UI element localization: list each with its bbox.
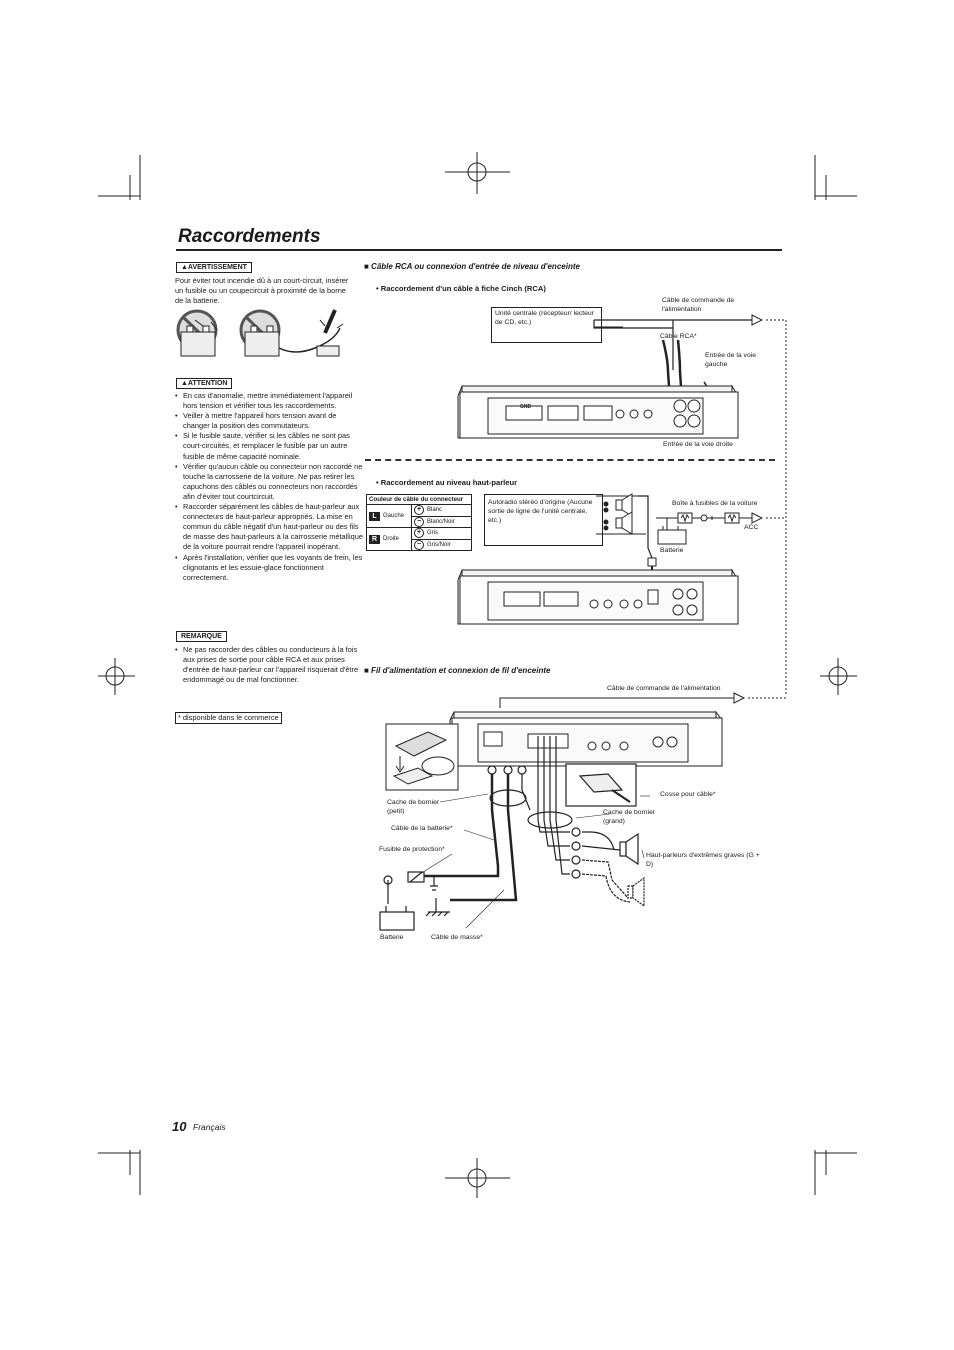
wire-color: Gris [427, 530, 438, 537]
list-item: • Après l'installation, vérifier que les voyants de frein, les clignotants et les essuie-glace fonctionnent correctement. [183, 553, 365, 583]
section-divider [365, 459, 775, 461]
note-badge: REMARQUE [176, 631, 227, 642]
list-item: • Veiller à mettre l'appareil hors tension avant de changer la position des commutateurs. [183, 411, 365, 431]
plus-icon: + [414, 505, 424, 515]
speaker-level-subheading: • Raccordement au niveau haut-parleur [376, 478, 518, 487]
page-language: Français [193, 1122, 226, 1132]
left-chip: L [369, 512, 380, 521]
battery-label-2: Batterie [380, 934, 404, 941]
battery-cable-label: Câble de la batterie* [391, 825, 453, 832]
fuse-box-label: Boîte à fusibles de la voiture [672, 500, 758, 507]
warning-text: Pour éviter tout incendie dû à un court-circuit, insérer un fusible ou un coupecircuit à proximité de la borne de la batterie. [175, 276, 349, 306]
left-input-label: Entrée de la voie gauche [705, 352, 757, 368]
battery-illustration [175, 308, 355, 370]
rca-subheading: • Raccordement d'un câble à fiche Cinch (RCA) [376, 284, 546, 293]
page-number: 10 [172, 1119, 187, 1134]
amplifier-rca-diagram [448, 300, 848, 390]
amp-gnd-label: GND [520, 404, 532, 410]
list-item: • En cas d'anomalie, mettre immédiatement l'appareil hors tension et vérifier tous les raccordements. [183, 391, 365, 411]
cable-lug-label: Cosse pour câble* [660, 791, 716, 798]
rca-cable-label: Câble RCA* [660, 333, 697, 340]
list-item: • Raccorder séparément les câbles de haut-parleur aux connecteurs de haut-parleur appropriés. La mise en commun du câble négatif d'un haut-parleur ou des fils de masse des haut-parleurs à la carrosserie métallique de la voiture pourrait rendre l'appareil inopérant. [183, 502, 365, 552]
amplifier-speaker-level-diagram [448, 488, 848, 628]
caution-badge: ▲ATTENTION [176, 378, 232, 389]
section1-heading: ■ Câble RCA ou connexion d'entrée de niveau d'enceinte [364, 262, 580, 271]
factory-stereo-box: Autoradio stéréo d'origine (Aucune sortie de ligne de l'unité centrale, etc.) [484, 494, 603, 546]
list-item: • Vérifier qu'aucun câble ou connecteur non raccordé ne touche la carrosserie de la voiture. Ne pas retirer les capuchons des câbles ou connecteurs non raccordés afin d'éviter tout courtcircuit. [183, 462, 365, 502]
wire-color: Gris/Noir [427, 541, 451, 548]
right-input-label: Entrée de la voie droite [663, 441, 733, 448]
side-label: Droite [383, 536, 400, 542]
terminal-cover-large-label: Cache de bornier (grand) [603, 809, 656, 825]
color-table-header: Couleur de câble du connecteur [367, 495, 471, 505]
list-item: • Si le fusible saute, vérifier si les câbles ne sont pas court-circuités, et remplacer le fusible par un autre fusible de même capacité nominale. [183, 431, 365, 461]
title-rule [176, 249, 782, 251]
page-title: Raccordements [178, 226, 321, 247]
footnote: * disponible dans le commerce [175, 712, 282, 724]
head-unit-box: Unité centrale (récepteur/ lecteur de CD, etc.) [491, 307, 602, 343]
wire-color: Blanc [427, 507, 443, 514]
subwoofers-label: Haut-parleurs d'extrêmes graves (G + D) [646, 852, 760, 868]
warning-badge: ▲AVERTISSEMENT [176, 262, 252, 273]
minus-icon: − [414, 540, 424, 550]
right-chip: R [369, 535, 380, 544]
plus-icon: + [414, 528, 424, 538]
minus-icon: − [414, 517, 424, 527]
side-label: Gauche [383, 513, 405, 519]
list-item: • Ne pas raccorder des câbles ou conducteurs à la fois aux prises de sortie pour câble RCA et aux prises d'entrée de haut-parleur car l'appareil risquerait d'être endommagé ou de mal fonctionner. [183, 645, 365, 685]
wire-color: Blanc/Noir [427, 518, 455, 525]
section2-heading: ■ Fil d'alimentation et connexion de fil d'enceinte [364, 666, 551, 675]
battery-label-1: Batterie [660, 547, 684, 554]
power-control-label-2: Câble de commande de l'alimentation [607, 685, 721, 692]
terminal-cover-small-label: Cache de bornier (petit) [387, 799, 440, 815]
ground-cable-label: Câble de masse* [431, 934, 483, 941]
caution-list [173, 391, 365, 583]
note-list [173, 645, 365, 685]
protection-fuse-label: Fusible de protection* [379, 846, 445, 853]
acc-label: ACC [744, 524, 759, 531]
power-control-label: Câble de commande de l'alimentation [662, 297, 735, 313]
